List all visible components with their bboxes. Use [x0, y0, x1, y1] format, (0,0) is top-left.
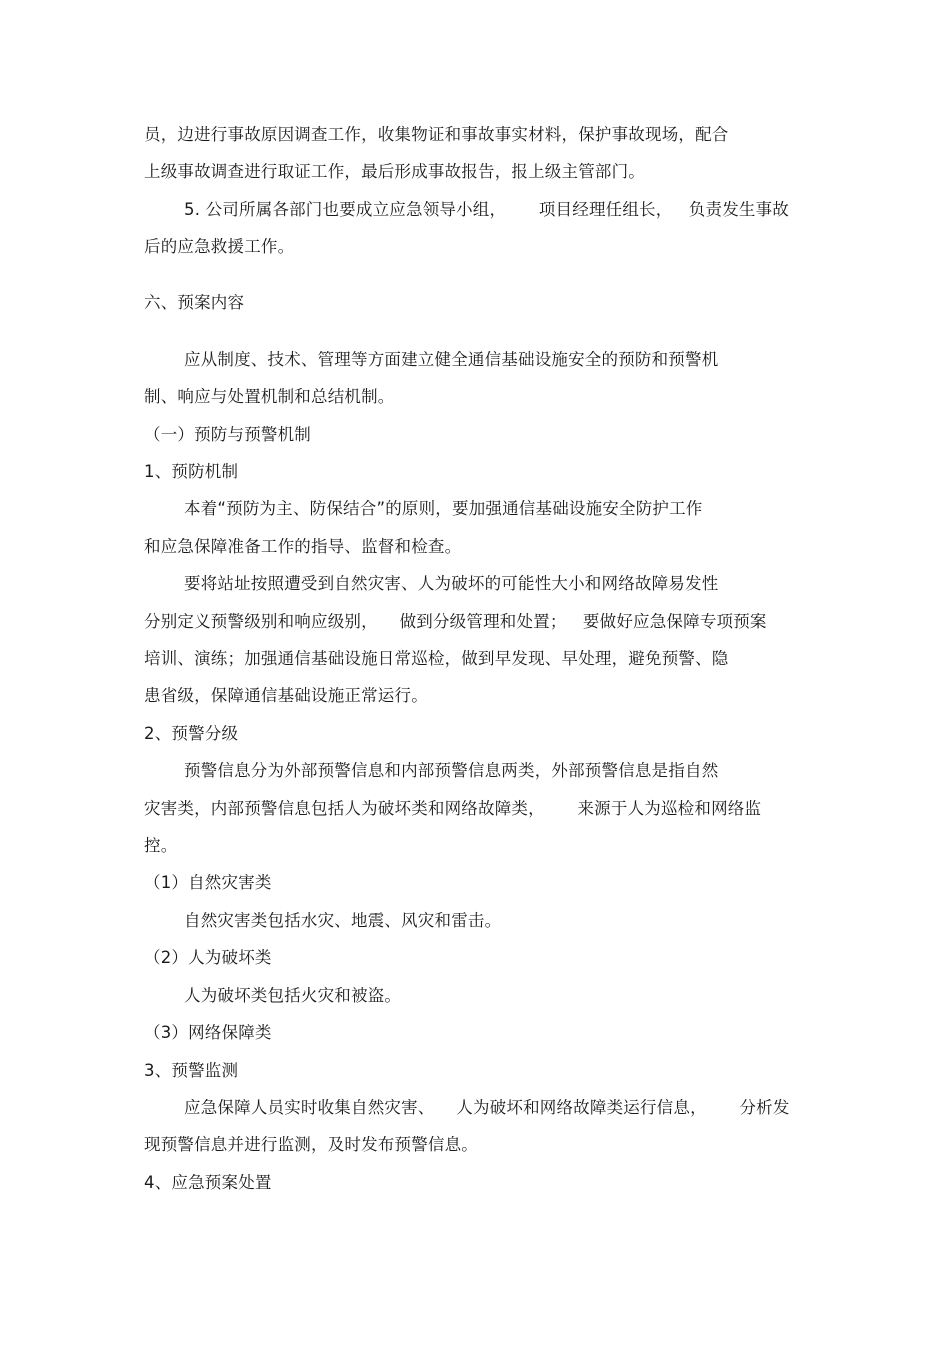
section-heading: 六、预案内容 [144, 293, 245, 312]
paragraph-line: 患省级，保障通信基础设施正常运行。 [144, 686, 428, 705]
paragraph-line: 培训、演练；加强通信基础设施日常巡检，做到早发现、早处理，避免预警、隐 [144, 649, 729, 668]
paragraph-line: 应从制度、技术、管理等方面建立健全通信基础设施安全的预防和预警机 [184, 350, 719, 369]
paragraph-line: 现预警信息并进行监测，及时发布预警信息。 [144, 1135, 478, 1154]
paragraph-line: 要将站址按照遭受到自然灾害、人为破坏的可能性大小和网络故障易发性 [184, 574, 719, 593]
item-heading: （3）网络保障类 [144, 1023, 272, 1042]
paragraph-line: 员，边进行事故原因调查工作，收集物证和事故事实材料，保护事故现场，配合 [144, 125, 729, 144]
subsection-heading: 1、预防机制 [144, 462, 239, 481]
paragraph-line: 自然灾害类包括水灾、地震、风灾和雷击。 [184, 911, 502, 930]
paragraph-line: 分别定义预警级别和响应级别， 做到分级管理和处置； 要做好应急保障专项预案 [144, 612, 767, 631]
paragraph-line: 上级事故调查进行取证工作，最后形成事故报告，报上级主管部门。 [144, 162, 645, 181]
paragraph-line: 应急保障人员实时收集自然灾害、 人为破坏和网络故障类运行信息， 分析发 [184, 1098, 790, 1117]
subsection-heading: 3、预警监测 [144, 1061, 239, 1080]
subsection-heading: 2、预警分级 [144, 724, 239, 743]
paragraph-line: 预警信息分为外部预警信息和内部预警信息两类，外部预警信息是指自然 [184, 761, 719, 780]
item-heading: （2）人为破坏类 [144, 948, 272, 967]
paragraph-line: 5. 公司所属各部门也要成立应急领导小组， 项目经理任组长， 负责发生事故 [184, 200, 789, 219]
paragraph-line: 人为破坏类包括火灾和被盗。 [184, 986, 402, 1005]
subsection-heading: （一）预防与预警机制 [144, 425, 311, 444]
subsection-heading: 4、应急预案处置 [144, 1173, 272, 1192]
paragraph-line: 制、响应与处置机制和总结机制。 [144, 387, 395, 406]
paragraph-line: 灾害类，内部预警信息包括人为破坏类和网络故障类， 来源于人为巡检和网络监 [144, 799, 762, 818]
item-heading: （1）自然灾害类 [144, 873, 272, 892]
paragraph-line: 后的应急救援工作。 [144, 237, 295, 256]
paragraph-line: 控。 [144, 836, 178, 855]
paragraph-line: 和应急保障准备工作的指导、监督和检查。 [144, 537, 462, 556]
paragraph-line: 本着“预防为主、防保结合”的原则，要加强通信基础设施安全防护工作 [184, 499, 703, 518]
